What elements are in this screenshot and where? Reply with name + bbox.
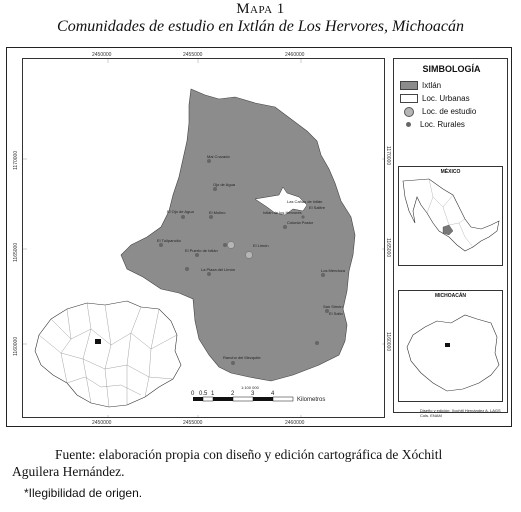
large-gray-dot: [404, 107, 414, 117]
place-label: El Salitre: [309, 205, 326, 210]
map-credit: Diseño y edición: Xochitl Hernández A. LAGS Cols. ENAM: [420, 408, 501, 418]
scale-tick: 1: [211, 391, 215, 397]
place-label: El Tulipancito: [157, 238, 181, 243]
place-label: El Salto: [329, 311, 343, 316]
place-label: Mal Cruzado: [207, 154, 230, 159]
scale-tick: 4: [271, 391, 275, 397]
legibility-note: *Ilegibilidad de origen.: [24, 486, 143, 500]
place-dot: [283, 225, 287, 229]
coord-right-3: 1170000: [385, 146, 391, 166]
place-label: Los Mendoza: [321, 268, 346, 273]
place-dot: [159, 243, 163, 247]
michoacan-outline-svg: [399, 291, 504, 403]
legend-label: Loc. Urbanas: [422, 94, 470, 103]
map-number: Mapa 1: [236, 1, 285, 17]
coord-top-1: 2450000: [92, 52, 112, 58]
coord-right-2: 1165000: [385, 238, 391, 258]
place-label: Ixtlán de los Hervores: [263, 210, 302, 215]
coord-left-2: 1165000: [13, 242, 19, 262]
legend-item-study: [400, 107, 476, 117]
legend-label: Ixtlán: [422, 81, 442, 90]
mexico-outline-svg: [399, 167, 504, 267]
scale-tick: 2: [231, 391, 235, 397]
legend-label: Loc. Rurales: [420, 120, 465, 129]
coord-bottom-2: 2455000: [183, 420, 203, 426]
place-dot: [185, 267, 189, 271]
scale-tick: 0: [191, 391, 195, 397]
source-line-2: Aguilera Hernández.: [12, 464, 125, 479]
scale-unit: Kilometros: [297, 397, 326, 403]
study-dot: [228, 242, 235, 249]
place-label: El Limón: [253, 243, 269, 248]
place-label: El Puerto de Ixtlán: [185, 248, 218, 253]
white-fill-swatch: [400, 94, 418, 103]
mexico-inset-label: MÉXICO: [440, 169, 461, 175]
source-line-1: Fuente: elaboración propia con diseño y edición cartográfica de Xóchitl: [55, 447, 443, 462]
place-label: El Molino: [209, 210, 226, 215]
place-dot: [209, 215, 213, 219]
gray-fill-swatch: [400, 81, 418, 90]
michoacan-inset: [398, 290, 503, 402]
place-label: Las Cañas de Ixtlán: [287, 199, 323, 204]
coord-top-2: 2455000: [183, 52, 203, 58]
ixtlan-marker: [445, 343, 450, 347]
place-label: El Ojo de Agua: [167, 209, 194, 214]
place-label: Ojo de Agua: [213, 182, 236, 187]
place-dot: [231, 361, 235, 365]
legend-item-rural: [400, 120, 465, 129]
place-dot: [195, 253, 199, 257]
coord-right-1: 1160000: [385, 332, 391, 352]
coord-bottom-3: 2460000: [285, 420, 305, 426]
legend-item-urban: [400, 94, 470, 103]
place-dot: [207, 272, 211, 276]
map-title: Comunidades de estudio en Ixtlán de Los Hervores, Michoacán: [57, 18, 464, 35]
place-dot: [207, 159, 211, 163]
coord-top-3: 2460000: [285, 52, 305, 58]
legend-item-ixtlan: [400, 81, 441, 90]
legend-title: SIMBOLOGÍA: [422, 64, 481, 74]
place-dot: [321, 273, 325, 277]
scale-ratio: 1:100 000: [241, 385, 259, 390]
place-dot: [213, 187, 217, 191]
place-label: Rancho del Mezquite: [223, 355, 261, 360]
michoacan-municipalities-inset: [35, 301, 181, 407]
place-label: La Plaza del Limón: [201, 267, 236, 272]
place-label: San Simón: [323, 304, 343, 309]
study-dot: [246, 252, 253, 259]
main-map: [22, 58, 385, 418]
mexico-inset: [398, 166, 503, 266]
legend-label: Loc. de estudio: [422, 107, 477, 117]
municipality-map-svg: [23, 59, 385, 418]
scale-tick: 3: [251, 391, 255, 397]
scale-bar: [191, 385, 325, 403]
coord-bottom-1: 2450000: [92, 420, 112, 426]
place-dot: [301, 215, 304, 218]
place-dot: [223, 243, 227, 247]
scale-tick: 0.5: [199, 391, 208, 397]
place-dot: [181, 215, 185, 219]
michoacan-inset-label: MICHOACÁN: [434, 293, 467, 299]
small-dark-dot: [406, 122, 411, 127]
coord-left-1: 1160000: [13, 336, 19, 356]
coord-left-3: 1170000: [13, 150, 19, 170]
place-dot: [315, 341, 319, 345]
place-label: Colonia Pastor: [287, 220, 314, 225]
